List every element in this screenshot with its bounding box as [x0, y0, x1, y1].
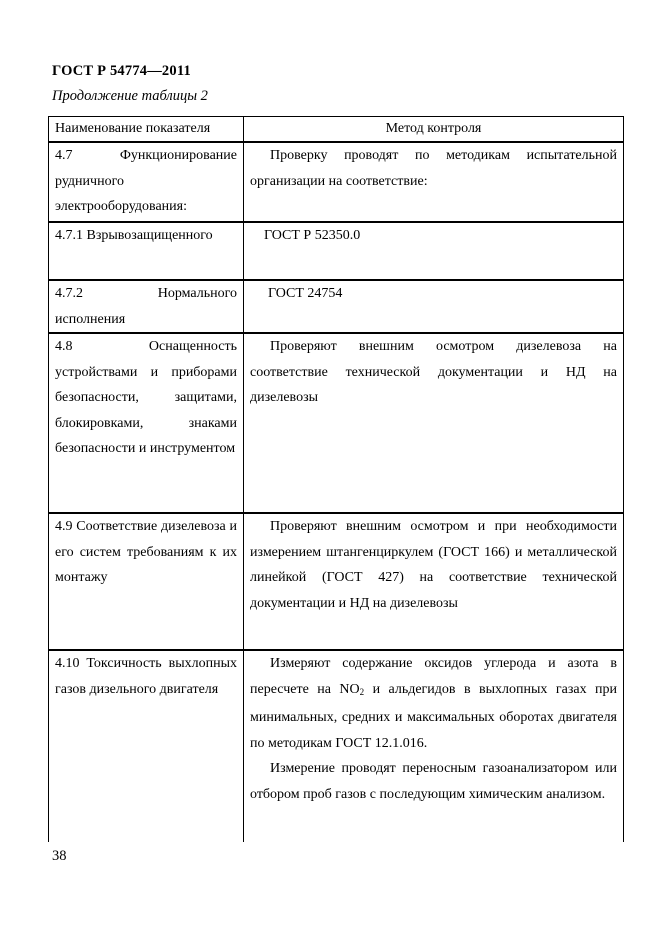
table-caption: Продолжение таблицы 2 [52, 88, 208, 104]
row-indicator: 4.7.2 Нормального исполнения [49, 280, 244, 333]
method-text: Проверку проводят по методикам испытательной организации на соответствие: [250, 148, 617, 189]
method-text: Проверяют внешним осмотром дизелевоза на соответствие технической документации и НД на дизелевозы [250, 339, 617, 405]
row-indicator: 4.10 Токсичность выхлопных газов дизельного двигателя [49, 650, 244, 842]
row-method [244, 142, 624, 222]
row-indicator: 4.7.1 Взрывозащищенного [49, 222, 244, 280]
row-method [244, 222, 624, 280]
row-method [244, 513, 624, 650]
table-row [49, 513, 624, 650]
table-header-row [49, 117, 624, 143]
col-header-indicator: Наименование показателя [49, 117, 244, 143]
method-text: Проверяют внешним осмотром и при необходимости измерением штангенциркулем (ГОСТ 166) и металлической линейкой (ГОСТ 427) на соответствие технической документации и НД на дизелевозы [250, 519, 617, 611]
method-text [250, 651, 617, 756]
method-text-part: и альдегидов в выхлопных газах при минимальных, средних и максимальных оборотах двигателя по методикам ГОСТ 12.1.016. [250, 681, 618, 751]
method-text: ГОСТ Р 52350.0 [264, 228, 361, 243]
row-method [244, 280, 624, 333]
standard-code: ГОСТ Р 54774—2011 [52, 63, 191, 79]
table-row [49, 650, 624, 842]
method-text: Измерение проводят переносным газоанализатором или отбором проб газов с последующим химическим анализом. [250, 761, 617, 802]
row-method [244, 650, 624, 842]
row-indicator: 4.7 Функционирование рудничного электрооборудования: [49, 142, 244, 222]
control-methods-table [48, 116, 624, 842]
col-header-method: Метод контроля [244, 117, 624, 143]
row-method [244, 333, 624, 513]
table-row [49, 222, 624, 280]
table-row [49, 280, 624, 333]
page-number: 38 [52, 848, 67, 864]
table-row [49, 142, 624, 222]
subscript-2: 2 [359, 686, 365, 697]
row-indicator: 4.9 Соответствие дизелевоза и его систем требованиям к их монтажу [49, 513, 244, 650]
row-indicator: 4.8 Оснащенность устройствами и приборами безопасности, защитами, блокировками, знаками безопасности и инструментом [49, 333, 244, 513]
method-text-part: Измеряют содержание оксидов углерода и азота в пересчете на NO [250, 656, 617, 697]
table-row [49, 333, 624, 513]
method-text: ГОСТ 24754 [268, 286, 343, 301]
